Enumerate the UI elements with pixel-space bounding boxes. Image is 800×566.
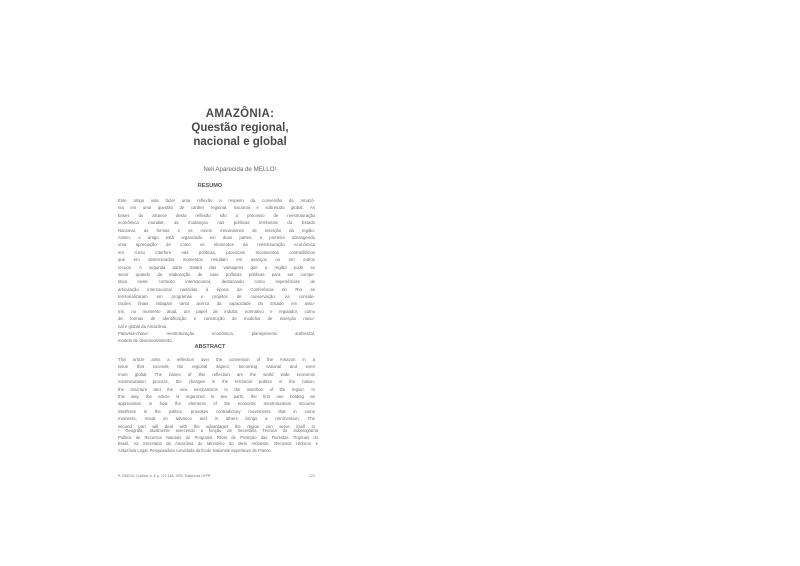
abstract-text-line: this way, the article is organized in two parts, the first one holding an [118, 393, 315, 399]
title-line-2: Questão regional, [191, 122, 289, 134]
resumo-text-line: que em determinados momentos resultam em avanços ou em outros [118, 257, 315, 263]
resumo-text-line: nia em uma questão de caráter regional, nacional e sobretudo global. As [118, 205, 315, 211]
resumo-text-line: recuos. A segunda parte tratará das vantagens que a região pode se [118, 264, 315, 270]
resumo-text-line: servir quando da elaboração de suas políticas públicas para ser compe- [118, 271, 315, 277]
resumo-text-line: uma apreciação de como os elementos da reestruturação econômica [118, 242, 315, 248]
footnote-line: Política de Recursos Naturais do Programa Piloto de Proteção das Florestas Tropicais do [118, 434, 318, 440]
footnote-line: Amazônia Legal. Pesquisadora convidada da École Nationale Superieure de France. [118, 448, 272, 454]
resumo-text-line: titiva neste contexto internacional, destacando como experiências de [118, 279, 315, 285]
resumo-text-line: rações finais indagam tanto acerca da capacidade do Estado em assu- [118, 301, 315, 307]
footnote-line: Brasil, na Secretaria da Amazônia do Ministério do Meio Ambiente, Recursos Hídricos e [118, 441, 318, 447]
resumo-text-line: Nacional, as formas e os novos mecanismos de inserção da região. [118, 227, 315, 233]
resumo-body [118, 197, 315, 345]
abstract-text-line: reestruturation process, the changes in the territorial politics in the nation, [118, 379, 315, 385]
resumo-text-line: Assim, o artigo está organizado em duas partes, a primeira abrangendo [118, 234, 315, 240]
abstract-text-line: This article aims a reflection over the conversion of the Amazon in a [118, 357, 315, 362]
abstract-text-line: the structure and the new mechanisms to the insertion of the region. In [118, 386, 315, 392]
footnote [118, 428, 318, 455]
abstract-text-line: second part will deal with the advantages the region can serve itself in [118, 423, 315, 429]
resumo-text-line: territorializaram em programas e projetos de conservação. As conside- [118, 294, 315, 300]
abstract-text-line: moments, result on advance and in others brings a retrocession. The [118, 416, 315, 422]
resumo-text-line: em curso interfere nas políticas, provocam movimentos contraditórios [118, 249, 315, 255]
abstract-text-line: issue that exceeds the regional aspect, becoming national and even [118, 364, 315, 370]
journal-citation: R. RAEGA, Curitiba, n. 3, p. 121-148, 1999. Editora da UFPR [118, 474, 211, 478]
keywords-line: Palavras-chave: reestruturação econômica, planejamento ambiental, [118, 331, 315, 337]
resumo-text-line: nal e global da Amazônia. [118, 323, 168, 329]
title-line-1: AMAZÔNIA: [205, 108, 275, 120]
title-line-3: nacional e global [193, 136, 287, 148]
resumo-heading: RESUMO [197, 183, 223, 189]
article-title [140, 107, 340, 149]
abstract-text-line: more global. The bases of this reflection are the world wide economic [118, 371, 315, 377]
author-name: Neli Aparecida de MELLO¹ [203, 166, 277, 173]
resumo-text-line: econômica mundial, as mudanças nas políticas territoriais do Estado [118, 220, 315, 226]
abstract-heading: ABSTRACT [194, 344, 226, 350]
resumo-text-line: bases do alcance desta reflexão são o processo de reestruturação [118, 212, 315, 218]
resumo-text-line: mir, no momento atual, um papel de indutor, normativo e regulador, como [118, 308, 315, 314]
page-number: 121 [309, 474, 315, 478]
abstract-body [118, 356, 315, 430]
abstract-text-line: interferes in the politics, provokes contradictory movements that in some [118, 408, 315, 414]
keywords-line: modelo de desenvolvimento. [118, 338, 173, 344]
resumo-text-line: de formas de identificação e construção de modelos de inserção nacio- [118, 316, 315, 322]
abstract-text-line: appreciation in how the elements of the economic reestruturation incourse [118, 401, 315, 407]
resumo-text-line: articulação internacional nascidas à época da Conferência do Rio se [118, 286, 315, 292]
resumo-text-line: Este artigo visa fazer uma reflexão a respeito da conversão da Amazô- [118, 198, 315, 203]
footnote-line: ¹ Geógrafa, atualmente exercendo a função de Secretária Técnica do Subprograma [118, 428, 318, 433]
